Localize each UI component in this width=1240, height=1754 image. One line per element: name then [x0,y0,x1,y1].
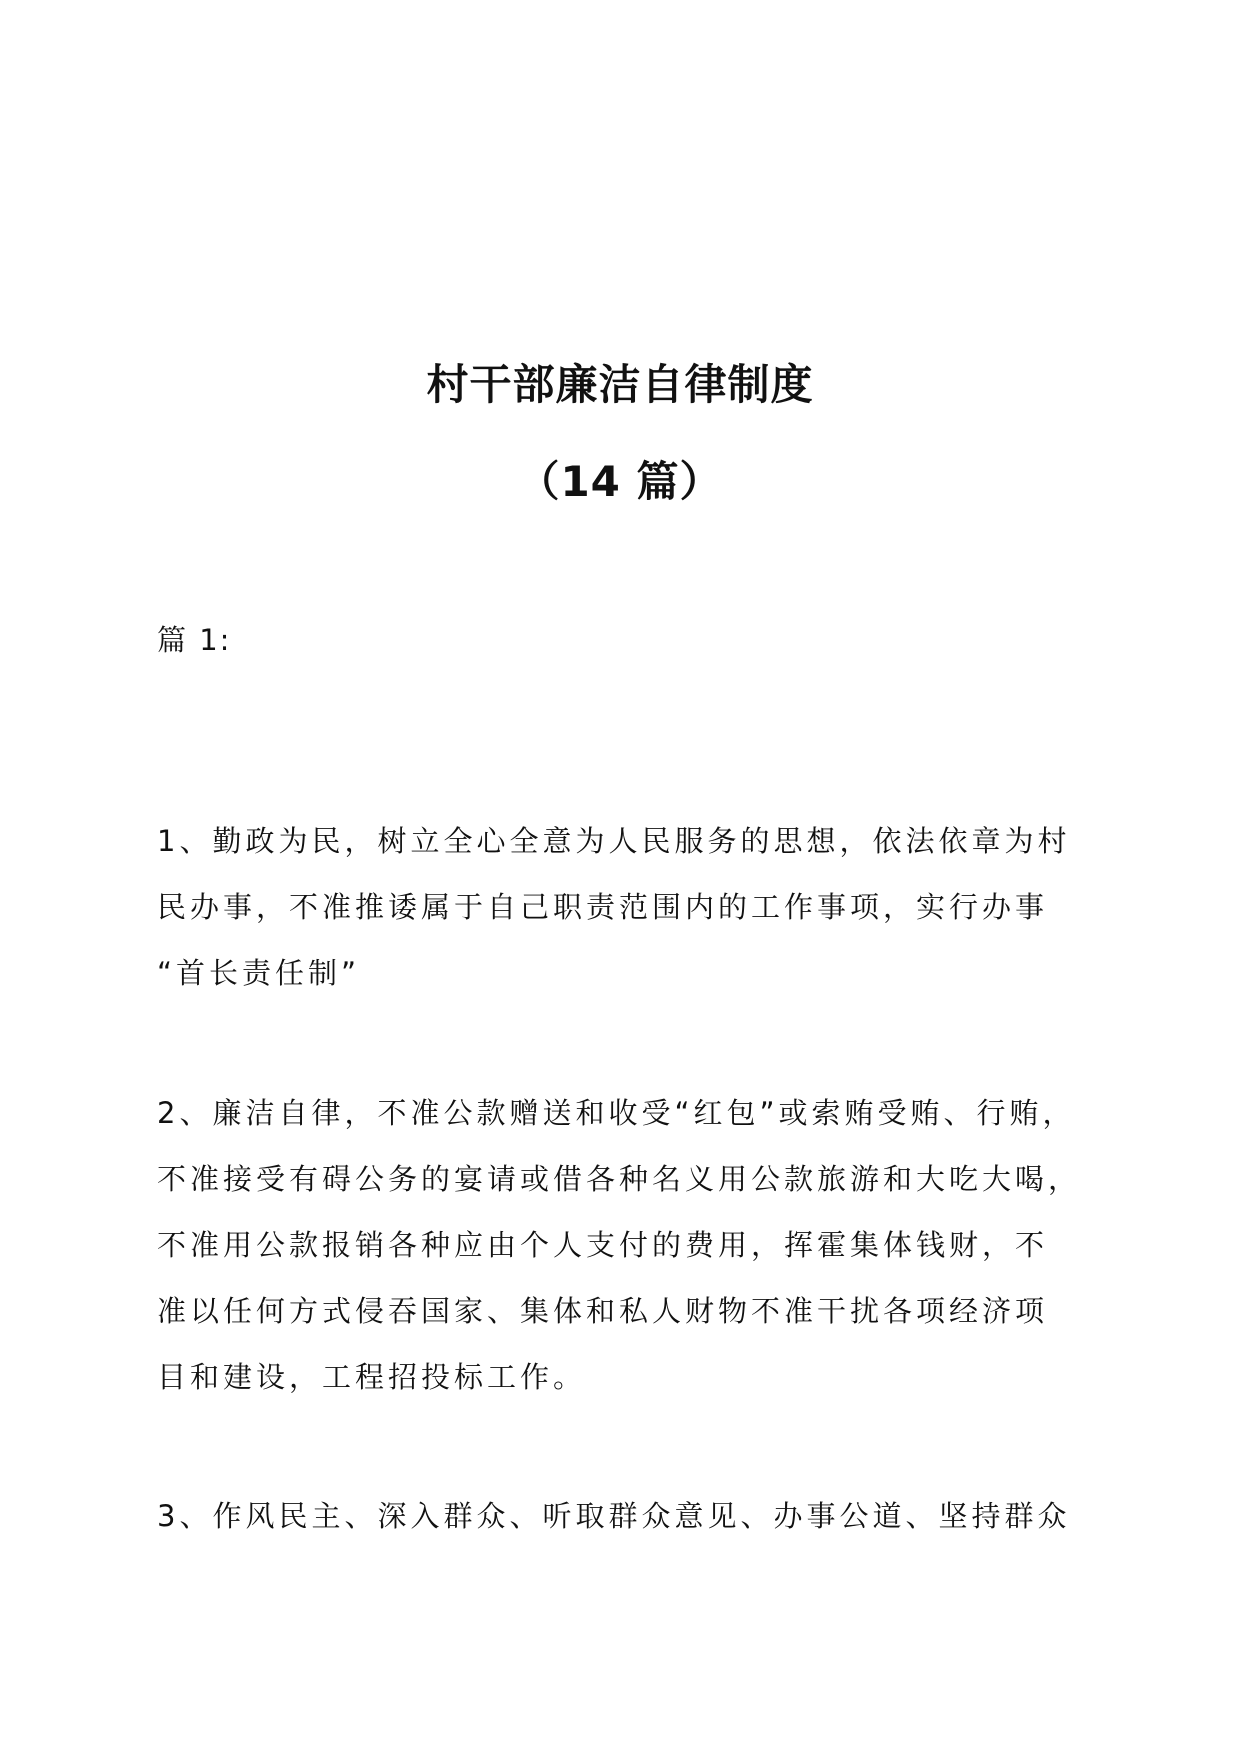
paragraph-line: 不准接受有碍公务的宴请或借各种名义用公款旅游和大吃大喝， [157,1162,1082,1196]
paragraph-line: 民办事，不准推诿属于自己职责范围内的工作事项，实行办事 [157,890,1049,924]
paragraph-line: 目和建设，工程招投标工作。 [157,1360,587,1394]
paragraph-line: “首长责任制” [157,956,361,990]
paragraph-line: 准以任何方式侵吞国家、集体和私人财物不准干扰各项经济项 [157,1294,1049,1328]
document-subtitle: （14 篇） [517,457,723,506]
section-label: 篇 1: [157,623,232,657]
paragraph-line: 1、勤政为民，树立全心全意为人民服务的思想，依法依章为村 [157,824,1071,858]
paragraph-3 [157,1483,1087,1549]
paragraph-line: 2、廉洁自律，不准公款赠送和收受“红包”或索贿受贿、行贿， [157,1096,1076,1130]
paragraph-2 [157,1080,1087,1410]
paragraph-line: 3、作风民主、深入群众、听取群众意见、办事公道、坚持群众 [157,1499,1071,1533]
paragraph-line: 不准用公款报销各种应由个人支付的费用，挥霍集体钱财，不 [157,1228,1049,1262]
paragraph-1 [157,808,1087,1006]
document-title: 村干部廉洁自律制度 [426,360,814,409]
